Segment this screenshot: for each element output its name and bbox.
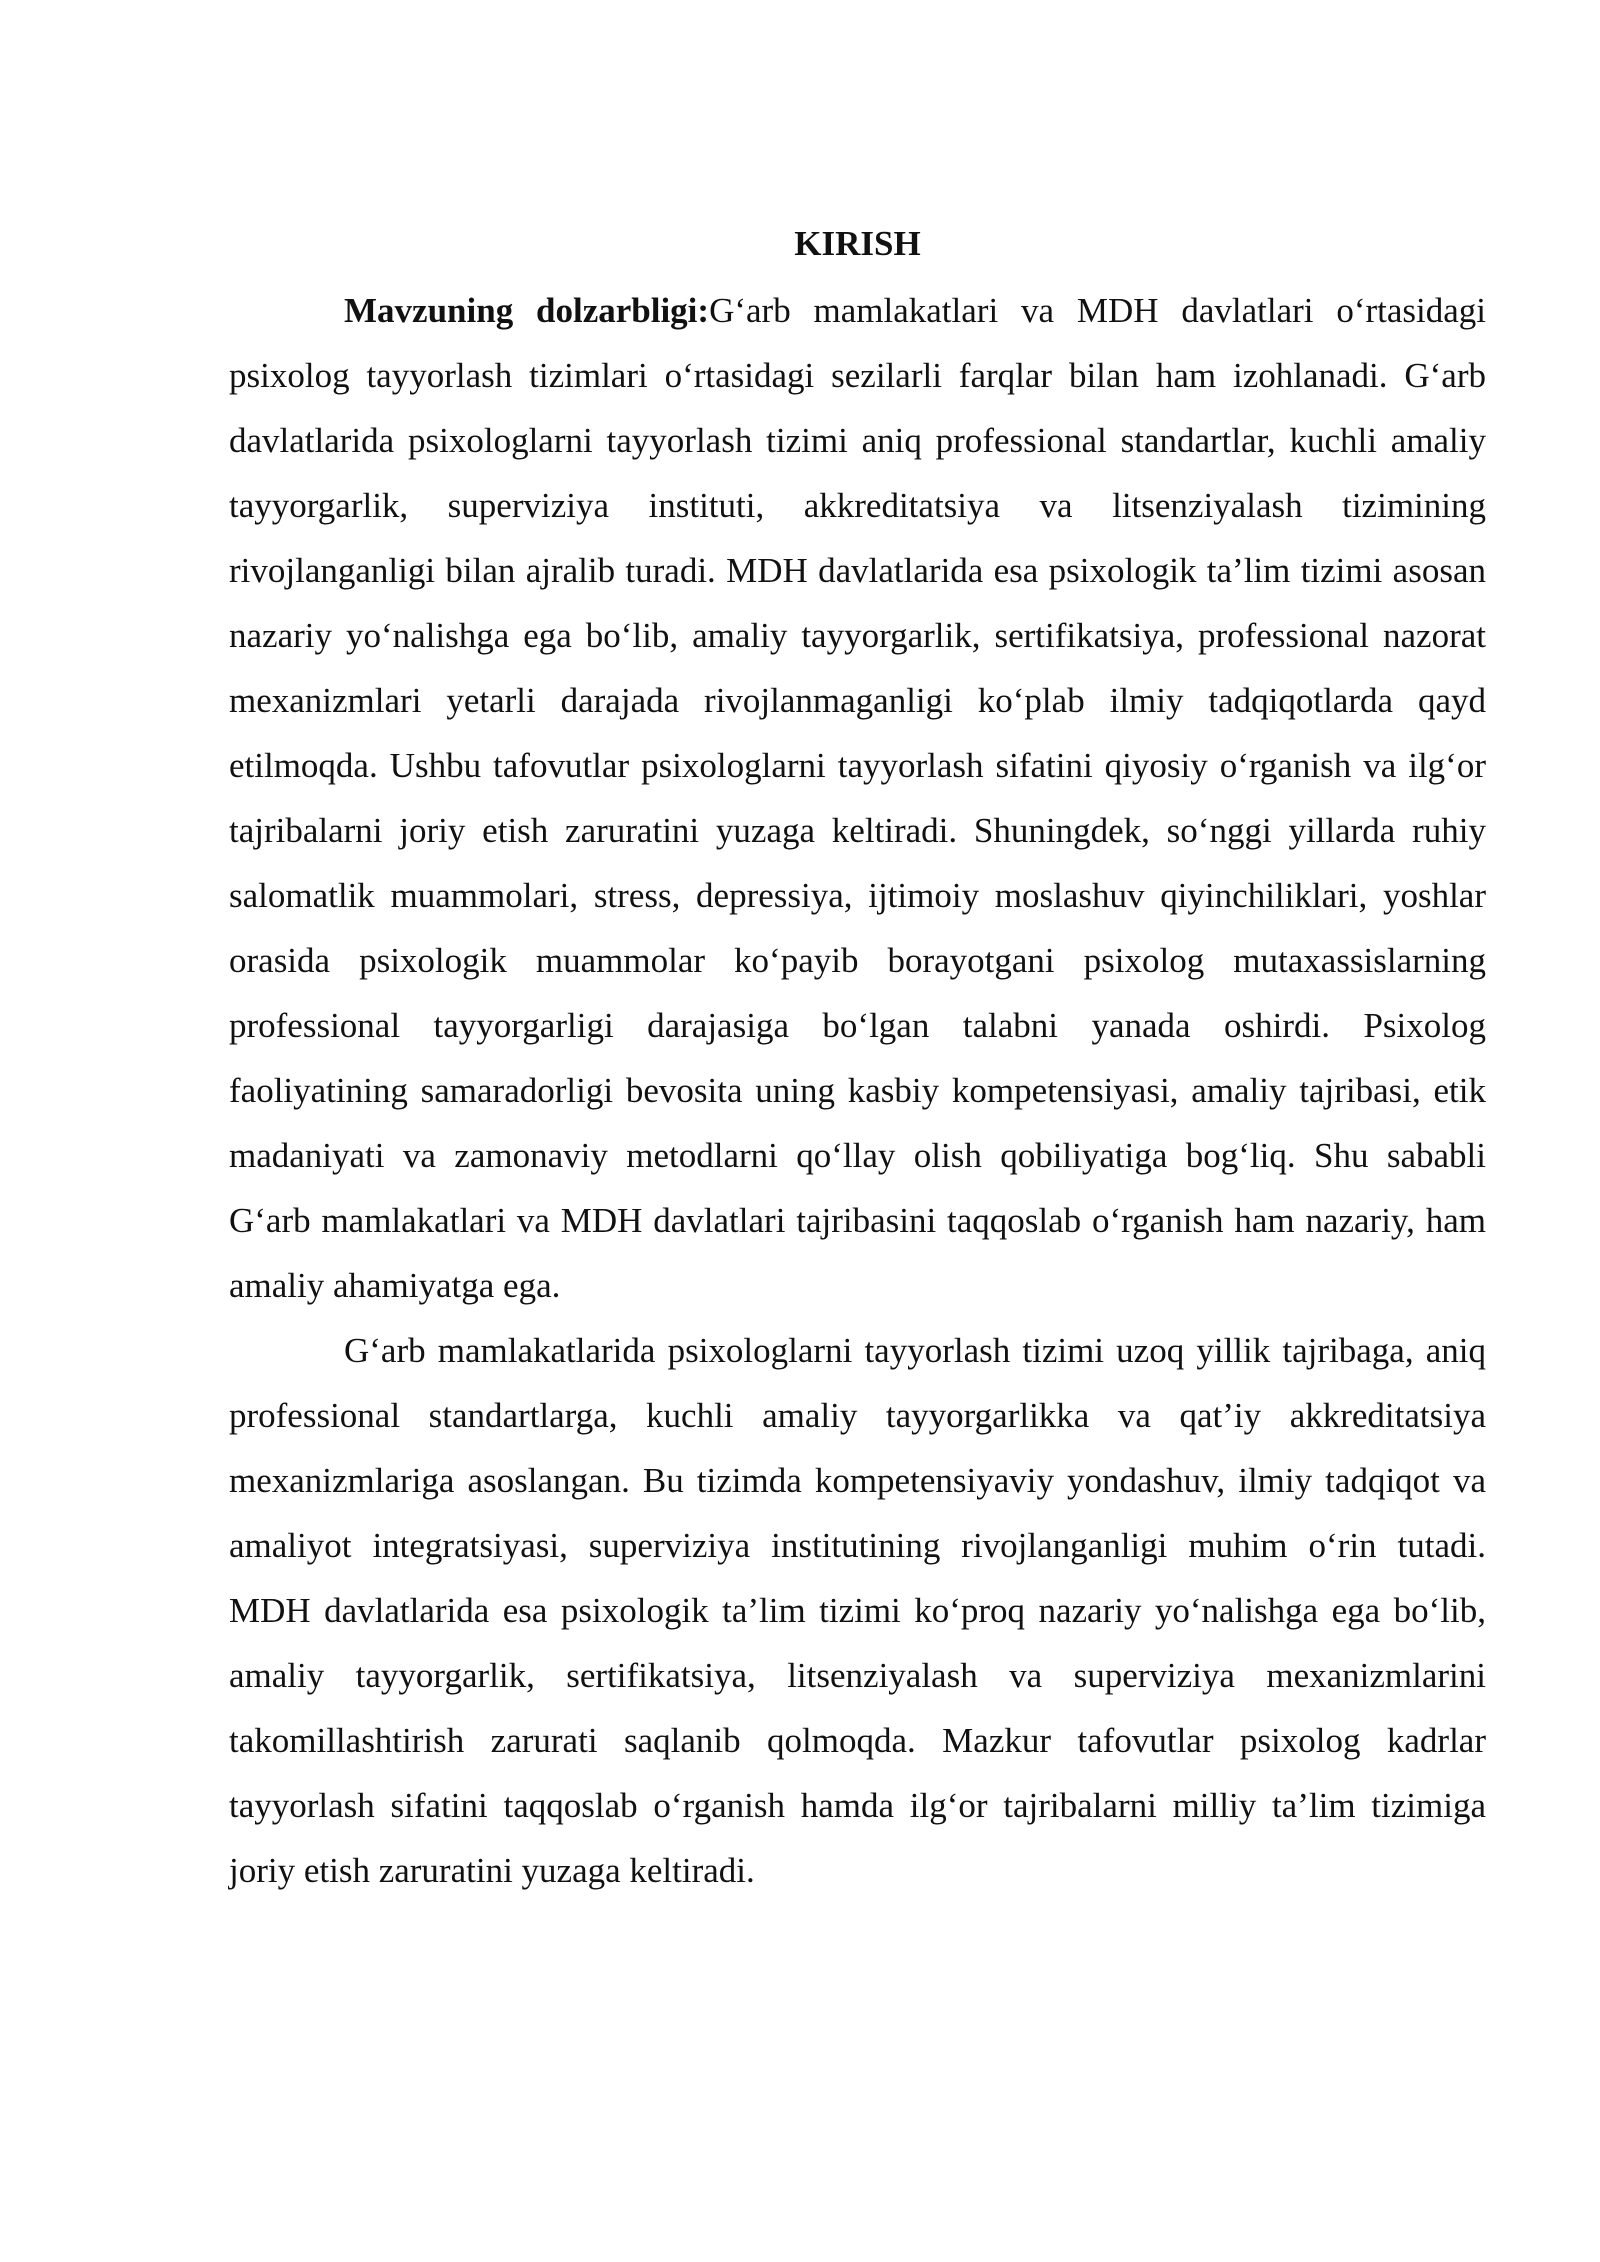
- document-body: [229, 210, 1486, 1903]
- paragraph-lead-heading: Mavzuning dolzarbligi:: [344, 291, 710, 330]
- paragraph-western-training: [229, 1318, 1486, 1903]
- paragraph-text: G‘arb mamlakatlari va MDH davlatlari o‘rtasidagi psixolog tayyorlash tizimlari o‘rtasidagi sezilarli farqlar bilan ham izohlanadi. G‘arb davlatlarida psixologlarni tayyorlash tizimi aniq professional standartlar, kuchli amaliy tayyorgarlik, superviziya instituti, akkreditatsiya va litsenziyalash tizimining rivojlanganligi bilan ajralib turadi. MDH davlatlarida esa psixologik ta’lim tizimi asosan nazariy yo‘nalishga ega bo‘lib, amaliy tayyorgarlik, sertifikatsiya, professional nazorat mexanizmlari yetarli darajada rivojlanmaganligi ko‘plab ilmiy tadqiqotlarda qayd etilmoqda. Ushbu tafovutlar psixologlarni tayyorlash sifatini qiyosiy o‘rganish va ilg‘or tajribalarni joriy etish zaruratini yuzaga keltiradi. Shuningdek, so‘nggi yillarda ruhiy salomatlik muammolari, stress, depressiya, ijtimoiy moslashuv qiyinchiliklari, yoshlar orasida psixologik muammolar ko‘payib borayotgani psixolog mutaxassislarning professional tayyorgarligi darajasiga bo‘lgan talabni yanada oshirdi. Psixolog faoliyatining samaradorligi bevosita uning kasbiy kompetensiyasi, amaliy tajribasi, etik madaniyati va zamonaviy metodlarni qo‘llay olish qobiliyatiga bog‘liq. Shu sababli G‘arb mamlakatlari va MDH davlatlari tajribasini taqqoslab o‘rganish ham nazariy, ham amaliy ahamiyatga ega.: [229, 291, 1487, 1305]
- document-title: KIRISH: [794, 224, 921, 263]
- paragraph-relevance: [229, 278, 1486, 1318]
- paragraph-text: G‘arb mamlakatlarida psixologlarni tayyorlash tizimi uzoq yillik tajribaga, aniq professional standartlarga, kuchli amaliy tayyorgarlikka va qat’iy akkreditatsiya mexanizmlariga asoslangan. Bu tizimda kompetensiyaviy yondashuv, ilmiy tadqiqot va amaliyot integratsiyasi, superviziya institutining rivojlanganligi muhim o‘rin tutadi. MDH davlatlarida esa psixologik ta’lim tizimi ko‘proq nazariy yo‘nalishga ega bo‘lib, amaliy tayyorgarlik, sertifikatsiya, litsenziyalash va superviziya mexanizmlarini takomillashtirish zarurati saqlanib qolmoqda. Mazkur tafovutlar psixolog kadrlar tayyorlash sifatini taqqoslab o‘rganish hamda ilg‘or tajribalarni milliy ta’lim tizimiga joriy etish zaruratini yuzaga keltiradi.: [229, 1331, 1486, 1890]
